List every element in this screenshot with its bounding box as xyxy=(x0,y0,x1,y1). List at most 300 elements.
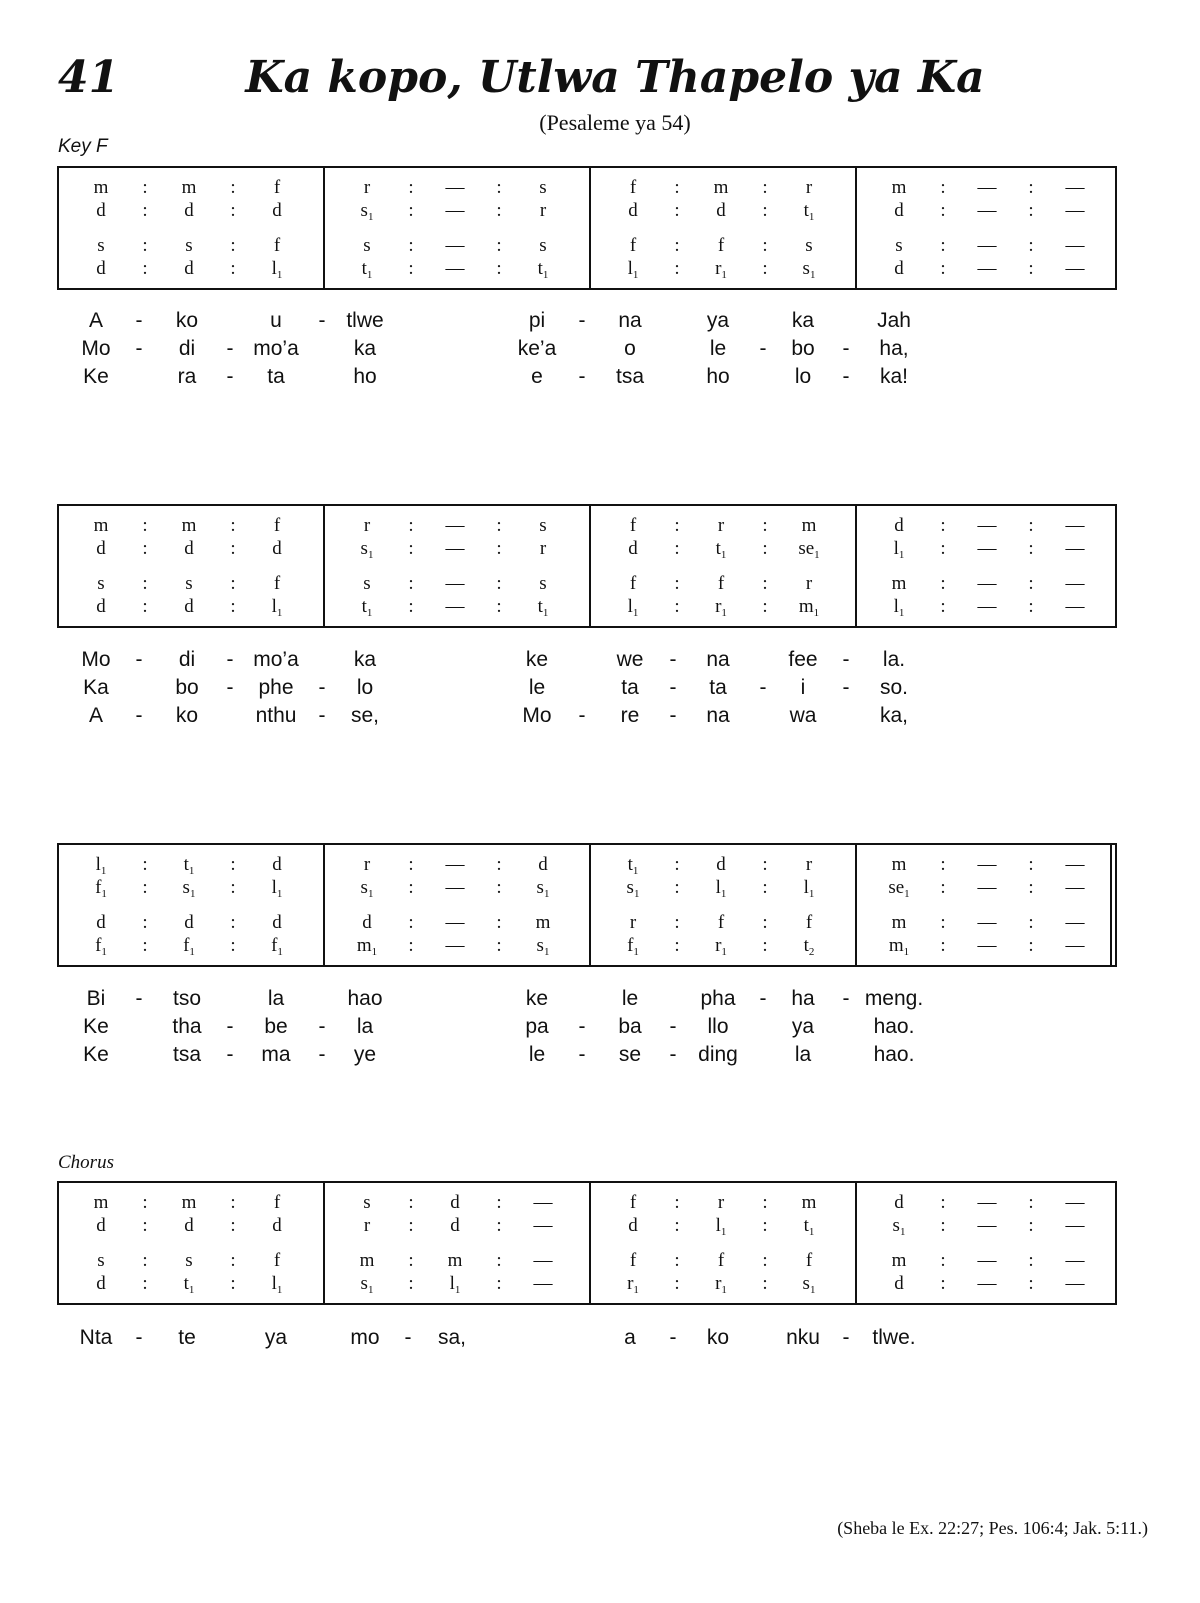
barline xyxy=(323,1183,325,1303)
solfa-note: m xyxy=(891,1250,907,1271)
solfa-note: — xyxy=(445,177,465,198)
solfa-note: r xyxy=(805,177,813,198)
solfa-note: r xyxy=(539,200,547,221)
beat-separator: : xyxy=(230,515,236,536)
solfa-note: $s_1$ xyxy=(360,877,374,900)
solfa-note: m xyxy=(359,1250,375,1271)
lyric-hyphen: - xyxy=(135,337,143,360)
beat-separator: : xyxy=(762,1192,768,1213)
beat-separator: : xyxy=(230,1215,236,1236)
lyric-hyphen: - xyxy=(759,676,767,699)
beat-separator: : xyxy=(940,935,946,956)
lyric-hyphen: - xyxy=(226,1015,234,1038)
beat-separator: : xyxy=(408,1273,414,1294)
solfa-note: f xyxy=(273,1192,281,1213)
solfa-note: $t_1$ xyxy=(803,1215,815,1238)
chorus-label: Chorus xyxy=(58,1152,114,1173)
solfa-note: m xyxy=(181,515,197,536)
solfa-note: $s_1$ xyxy=(802,1273,816,1296)
solfa-note: s xyxy=(97,573,105,594)
beat-separator: : xyxy=(142,596,148,617)
beat-separator: : xyxy=(1028,1273,1034,1294)
beat-separator: : xyxy=(230,935,236,956)
lyric-syllable: tsa xyxy=(615,365,645,388)
solfa-note: d xyxy=(96,258,106,279)
solfa-note: m xyxy=(801,515,817,536)
beat-separator: : xyxy=(496,573,502,594)
beat-separator: : xyxy=(142,935,148,956)
solfa-note: — xyxy=(1065,235,1085,256)
solfa-note: d xyxy=(96,538,106,559)
beat-separator: : xyxy=(1028,596,1034,617)
solfa-note: $l_1$ xyxy=(893,538,905,561)
barline xyxy=(589,1183,591,1303)
beat-separator: : xyxy=(142,1250,148,1271)
solfa-note: — xyxy=(1065,1215,1085,1236)
beat-separator: : xyxy=(940,177,946,198)
solfa-note: $l_1$ xyxy=(893,596,905,619)
lyric-syllable: Mo xyxy=(81,337,111,360)
beat-separator: : xyxy=(496,1192,502,1213)
lyric-syllable: le xyxy=(621,987,639,1010)
solfa-note: f xyxy=(629,515,637,536)
lyric-hyphen: - xyxy=(842,648,850,671)
lyric-syllable: se xyxy=(618,1043,642,1066)
lyric-syllable: ba xyxy=(618,1015,642,1038)
lyric-syllable: Ke xyxy=(83,1015,109,1038)
solfa-note: d xyxy=(272,538,282,559)
solfa-note: — xyxy=(1065,854,1085,875)
solfa-note: $l_1$ xyxy=(627,258,639,281)
beat-separator: : xyxy=(674,877,680,898)
solfa-note: f xyxy=(717,912,725,933)
beat-separator: : xyxy=(674,1250,680,1271)
solfa-note: m xyxy=(713,177,729,198)
solfa-note: r xyxy=(363,854,371,875)
beat-separator: : xyxy=(762,538,768,559)
beat-separator: : xyxy=(230,877,236,898)
solfa-note: $t_1$ xyxy=(361,596,373,619)
solfa-note: m xyxy=(891,912,907,933)
beat-separator: : xyxy=(762,1250,768,1271)
lyric-syllable: la. xyxy=(882,648,906,671)
lyric-hyphen: - xyxy=(578,1043,586,1066)
lyric-syllable: hao. xyxy=(873,1015,915,1038)
barline xyxy=(855,168,857,288)
solfa-note: $se_1$ xyxy=(888,877,910,900)
staff-system-4 xyxy=(57,1181,1117,1305)
beat-separator: : xyxy=(762,935,768,956)
solfa-note: s xyxy=(895,235,903,256)
beat-separator: : xyxy=(230,177,236,198)
beat-separator: : xyxy=(408,200,414,221)
beat-separator: : xyxy=(142,538,148,559)
lyric-syllable: ya xyxy=(706,309,730,332)
solfa-note: $m_1$ xyxy=(798,596,820,619)
lyric-syllable: Mo xyxy=(522,704,552,727)
beat-separator: : xyxy=(496,1250,502,1271)
lyric-syllable: Ka xyxy=(83,676,109,699)
beat-separator: : xyxy=(142,1215,148,1236)
solfa-note: d xyxy=(894,1192,904,1213)
solfa-note: $s_1$ xyxy=(892,1215,906,1238)
barline xyxy=(589,168,591,288)
lyric-syllable: bo xyxy=(791,337,815,360)
lyric-syllable: ka xyxy=(353,648,377,671)
beat-separator: : xyxy=(762,235,768,256)
solfa-note: m xyxy=(93,1192,109,1213)
solfa-note: $f_1$ xyxy=(627,935,639,958)
solfa-note: — xyxy=(445,877,465,898)
beat-separator: : xyxy=(408,573,414,594)
lyric-syllable: sa, xyxy=(437,1326,467,1349)
beat-separator: : xyxy=(496,877,502,898)
solfa-note: $s_1$ xyxy=(360,538,374,561)
beat-separator: : xyxy=(1028,854,1034,875)
beat-separator: : xyxy=(142,573,148,594)
lyric-syllable: Bi xyxy=(86,987,106,1010)
lyric-hyphen: - xyxy=(759,337,767,360)
beat-separator: : xyxy=(674,200,680,221)
beat-separator: : xyxy=(496,200,502,221)
solfa-note: $m_1$ xyxy=(356,935,378,958)
lyric-syllable: Ke xyxy=(83,365,109,388)
solfa-note: — xyxy=(1065,1250,1085,1271)
solfa-note: d xyxy=(184,538,194,559)
beat-separator: : xyxy=(762,1215,768,1236)
solfa-note: m xyxy=(93,177,109,198)
lyric-syllable: na xyxy=(618,309,642,332)
lyric-hyphen: - xyxy=(669,676,677,699)
beat-separator: : xyxy=(940,258,946,279)
solfa-note: s xyxy=(539,515,547,536)
lyric-hyphen: - xyxy=(135,648,143,671)
lyric-syllable: ko xyxy=(175,309,199,332)
solfa-note: s xyxy=(363,235,371,256)
lyric-syllable: e xyxy=(531,365,543,388)
barline xyxy=(855,506,857,626)
beat-separator: : xyxy=(674,538,680,559)
lyric-syllable: ho xyxy=(353,365,377,388)
solfa-note: f xyxy=(273,515,281,536)
solfa-note: — xyxy=(445,912,465,933)
lyric-syllable: tsa xyxy=(172,1043,202,1066)
solfa-note: s xyxy=(363,573,371,594)
lyric-syllable: ka! xyxy=(879,365,909,388)
solfa-note: $l_1$ xyxy=(271,258,283,281)
solfa-note: — xyxy=(533,1273,553,1294)
lyric-syllable: lo xyxy=(356,676,374,699)
solfa-note: — xyxy=(445,935,465,956)
beat-separator: : xyxy=(940,854,946,875)
lyric-syllable: di xyxy=(178,337,196,360)
beat-separator: : xyxy=(496,258,502,279)
lyric-syllable: ya xyxy=(264,1326,288,1349)
beat-separator: : xyxy=(142,200,148,221)
solfa-note: $t_1$ xyxy=(627,854,639,877)
beat-separator: : xyxy=(142,877,148,898)
lyric-hyphen: - xyxy=(842,1326,850,1349)
lyric-syllable: mo’a xyxy=(253,337,299,360)
solfa-note: r xyxy=(363,1215,371,1236)
solfa-note: d xyxy=(272,200,282,221)
lyric-syllable: u xyxy=(270,309,282,332)
lyric-syllable: Mo xyxy=(81,648,111,671)
solfa-note: $s_1$ xyxy=(182,877,196,900)
solfa-note: f xyxy=(629,1192,637,1213)
solfa-note: $t_1$ xyxy=(537,596,549,619)
solfa-note: — xyxy=(1065,258,1085,279)
solfa-note: r xyxy=(363,177,371,198)
solfa-note: — xyxy=(1065,538,1085,559)
lyric-hyphen: - xyxy=(226,337,234,360)
solfa-note: f xyxy=(717,1250,725,1271)
solfa-note: — xyxy=(977,1250,997,1271)
lyric-syllable: la xyxy=(794,1043,812,1066)
beat-separator: : xyxy=(762,258,768,279)
beat-separator: : xyxy=(1028,177,1034,198)
solfa-note: d xyxy=(894,1273,904,1294)
solfa-note: $f_1$ xyxy=(183,935,195,958)
solfa-note: d xyxy=(628,200,638,221)
lyric-hyphen: - xyxy=(578,365,586,388)
solfa-note: d xyxy=(96,200,106,221)
lyric-syllable: bo xyxy=(175,676,199,699)
solfa-note: m xyxy=(181,1192,197,1213)
solfa-note: s xyxy=(539,177,547,198)
staff-system-2 xyxy=(57,504,1117,628)
beat-separator: : xyxy=(408,177,414,198)
lyric-hyphen: - xyxy=(842,365,850,388)
lyric-syllable: be xyxy=(264,1015,288,1038)
beat-separator: : xyxy=(496,935,502,956)
lyric-syllable: ding xyxy=(698,1043,738,1066)
beat-separator: : xyxy=(1028,912,1034,933)
solfa-note: f xyxy=(805,1250,813,1271)
beat-separator: : xyxy=(408,854,414,875)
beat-separator: : xyxy=(230,1273,236,1294)
solfa-note: — xyxy=(445,573,465,594)
beat-separator: : xyxy=(1028,235,1034,256)
lyric-syllable: tlwe xyxy=(346,309,384,332)
beat-separator: : xyxy=(1028,1192,1034,1213)
lyric-syllable: di xyxy=(178,648,196,671)
solfa-note: d xyxy=(716,854,726,875)
lyric-hyphen: - xyxy=(135,1326,143,1349)
solfa-note: — xyxy=(977,1273,997,1294)
beat-separator: : xyxy=(762,177,768,198)
lyric-syllable: tlwe. xyxy=(872,1326,916,1349)
lyric-syllable: le xyxy=(528,676,546,699)
beat-separator: : xyxy=(940,1250,946,1271)
beat-separator: : xyxy=(762,1273,768,1294)
lyric-syllable: A xyxy=(88,704,104,727)
solfa-note: r xyxy=(805,854,813,875)
beat-separator: : xyxy=(1028,877,1034,898)
scripture-reference: (Sheba le Ex. 22:27; Pes. 106:4; Jak. 5:11.) xyxy=(837,1518,1148,1538)
barline xyxy=(589,506,591,626)
beat-separator: : xyxy=(674,854,680,875)
lyric-syllable: so. xyxy=(879,676,909,699)
solfa-note: $t_1$ xyxy=(183,854,195,877)
beat-separator: : xyxy=(940,573,946,594)
solfa-note: $s_1$ xyxy=(536,877,550,900)
beat-separator: : xyxy=(674,935,680,956)
beat-separator: : xyxy=(408,235,414,256)
solfa-note: — xyxy=(977,235,997,256)
solfa-note: d xyxy=(894,200,904,221)
solfa-note: d xyxy=(716,200,726,221)
lyric-hyphen: - xyxy=(669,1326,677,1349)
solfa-note: f xyxy=(273,573,281,594)
lyric-syllable: pha xyxy=(700,987,736,1010)
beat-separator: : xyxy=(230,573,236,594)
solfa-note: m xyxy=(891,177,907,198)
barline xyxy=(323,506,325,626)
beat-separator: : xyxy=(230,258,236,279)
lyric-syllable: ho xyxy=(706,365,730,388)
lyric-syllable: ke’a xyxy=(517,337,557,360)
solfa-note: — xyxy=(445,596,465,617)
solfa-note: d xyxy=(184,596,194,617)
solfa-note: f xyxy=(629,1250,637,1271)
beat-separator: : xyxy=(762,596,768,617)
solfa-note: — xyxy=(533,1215,553,1236)
solfa-note: r xyxy=(629,912,637,933)
solfa-note: d xyxy=(184,912,194,933)
solfa-note: s xyxy=(805,235,813,256)
beat-separator: : xyxy=(142,912,148,933)
lyric-syllable: ko xyxy=(706,1326,730,1349)
beat-separator: : xyxy=(1028,935,1034,956)
solfa-note: — xyxy=(1065,935,1085,956)
solfa-note: s xyxy=(97,1250,105,1271)
beat-separator: : xyxy=(496,515,502,536)
beat-separator: : xyxy=(230,912,236,933)
lyric-syllable: A xyxy=(88,309,104,332)
solfa-note: — xyxy=(977,538,997,559)
solfa-note: $r_1$ xyxy=(715,1273,727,1296)
solfa-note: — xyxy=(445,258,465,279)
beat-separator: : xyxy=(408,538,414,559)
beat-separator: : xyxy=(940,1192,946,1213)
solfa-note: m xyxy=(181,177,197,198)
beat-separator: : xyxy=(940,1273,946,1294)
beat-separator: : xyxy=(230,200,236,221)
beat-separator: : xyxy=(142,258,148,279)
solfa-note: f xyxy=(629,573,637,594)
solfa-note: d xyxy=(272,912,282,933)
solfa-note: $r_1$ xyxy=(627,1273,639,1296)
solfa-note: d xyxy=(628,538,638,559)
beat-separator: : xyxy=(230,1192,236,1213)
solfa-note: s xyxy=(185,1250,193,1271)
hymn-title: Ka kopo, Utlwa Thapelo ya Ka xyxy=(245,52,985,103)
lyric-syllable: nthu xyxy=(255,704,297,727)
solfa-note: d xyxy=(96,596,106,617)
lyric-hyphen: - xyxy=(135,987,143,1010)
solfa-note: d xyxy=(894,258,904,279)
solfa-note: d xyxy=(450,1215,460,1236)
solfa-note: — xyxy=(977,1192,997,1213)
beat-separator: : xyxy=(674,177,680,198)
lyric-hyphen: - xyxy=(135,704,143,727)
solfa-note: s xyxy=(539,235,547,256)
lyric-syllable: lo xyxy=(794,365,812,388)
beat-separator: : xyxy=(1028,258,1034,279)
lyric-syllable: ke xyxy=(525,648,549,671)
lyric-hyphen: - xyxy=(318,1043,326,1066)
beat-separator: : xyxy=(1028,515,1034,536)
lyric-syllable: Jah xyxy=(877,309,911,332)
beat-separator: : xyxy=(408,596,414,617)
beat-separator: : xyxy=(940,877,946,898)
solfa-note: d xyxy=(272,1215,282,1236)
lyric-syllable: hao. xyxy=(873,1043,915,1066)
solfa-note: $r_1$ xyxy=(715,596,727,619)
lyric-hyphen: - xyxy=(318,676,326,699)
barline xyxy=(323,168,325,288)
solfa-note: — xyxy=(977,877,997,898)
solfa-note: f xyxy=(273,235,281,256)
solfa-note: f xyxy=(805,912,813,933)
solfa-note: m xyxy=(891,573,907,594)
solfa-note: f xyxy=(717,235,725,256)
lyric-syllable: Ke xyxy=(83,1043,109,1066)
beat-separator: : xyxy=(674,912,680,933)
beat-separator: : xyxy=(940,596,946,617)
lyric-syllable: nku xyxy=(786,1326,820,1349)
beat-separator: : xyxy=(762,912,768,933)
beat-separator: : xyxy=(674,235,680,256)
beat-separator: : xyxy=(762,200,768,221)
beat-separator: : xyxy=(1028,1215,1034,1236)
lyric-syllable: ke xyxy=(525,987,549,1010)
lyric-hyphen: - xyxy=(842,337,850,360)
solfa-note: $t_1$ xyxy=(183,1273,195,1296)
solfa-note: s xyxy=(539,573,547,594)
beat-separator: : xyxy=(496,854,502,875)
solfa-note: m xyxy=(891,854,907,875)
solfa-note: $t_1$ xyxy=(715,538,727,561)
solfa-note: m xyxy=(535,912,551,933)
beat-separator: : xyxy=(142,177,148,198)
lyric-syllable: la xyxy=(356,1015,374,1038)
lyric-syllable: pi xyxy=(528,309,546,332)
beat-separator: : xyxy=(142,1273,148,1294)
beat-separator: : xyxy=(408,1215,414,1236)
barline xyxy=(323,845,325,965)
beat-separator: : xyxy=(496,1273,502,1294)
lyric-syllable: ha xyxy=(791,987,815,1010)
beat-separator: : xyxy=(408,258,414,279)
solfa-note: d xyxy=(628,1215,638,1236)
solfa-note: $l_1$ xyxy=(271,1273,283,1296)
beat-separator: : xyxy=(496,235,502,256)
beat-separator: : xyxy=(1028,200,1034,221)
solfa-note: — xyxy=(977,515,997,536)
solfa-note: $r_1$ xyxy=(715,935,727,958)
solfa-note: s xyxy=(185,235,193,256)
solfa-note: — xyxy=(445,538,465,559)
solfa-note: $t_1$ xyxy=(803,200,815,223)
lyric-syllable: ye xyxy=(353,1043,377,1066)
solfa-note: $t_1$ xyxy=(537,258,549,281)
lyric-syllable: ta xyxy=(621,676,639,699)
solfa-note: r xyxy=(717,1192,725,1213)
solfa-note: $s_1$ xyxy=(360,1273,374,1296)
hymn-subtitle: (Pesaleme ya 54) xyxy=(539,110,691,135)
